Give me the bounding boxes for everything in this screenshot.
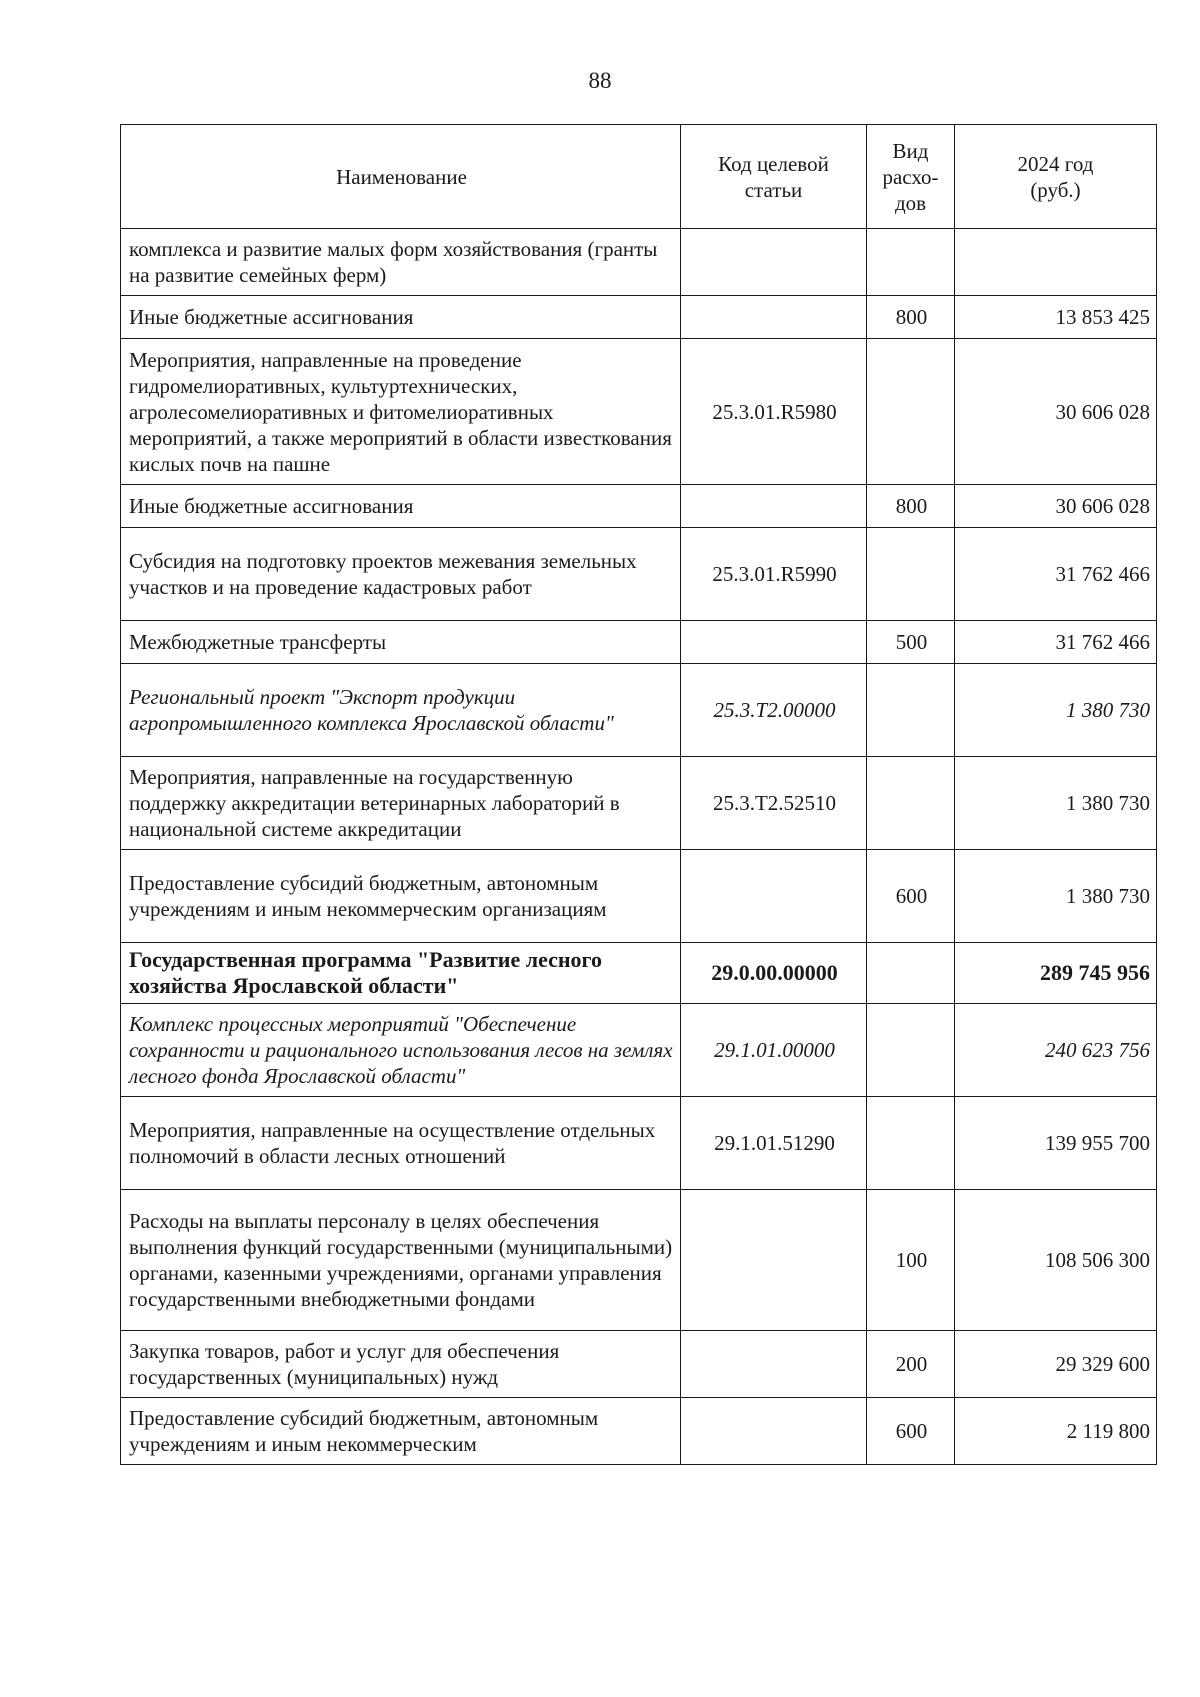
cell-name: Межбюджетные трансферты	[121, 621, 681, 664]
cell-sum: 31 762 466	[955, 621, 1157, 664]
cell-code: 29.1.01.51290	[681, 1097, 867, 1190]
cell-code	[681, 621, 867, 664]
table-row	[121, 943, 1157, 1004]
cell-code: 25.3.T2.52510	[681, 757, 867, 850]
cell-name: Мероприятия, направленные на осуществление отдельных полномочий в области лесных отношений	[121, 1097, 681, 1190]
cell-code: 25.3.01.R5990	[681, 528, 867, 621]
cell-sum: 1 380 730	[955, 664, 1157, 757]
cell-name: Комплекс процессных мероприятий "Обеспечение сохранности и рационального использования лесов на землях лесного фонда Ярославской области"	[121, 1004, 681, 1097]
cell-code	[681, 1190, 867, 1331]
cell-code	[681, 1398, 867, 1465]
cell-code	[681, 485, 867, 528]
cell-sum: 240 623 756	[955, 1004, 1157, 1097]
table-row	[121, 339, 1157, 485]
header-sum: 2024 год (руб.)	[955, 125, 1157, 229]
table-body	[121, 229, 1157, 1465]
cell-name: Расходы на выплаты персоналу в целях обеспечения выполнения функций государственными (муниципальными) органами, казенными учреждениями, органами управления государственными внебюджетными фондами	[121, 1190, 681, 1331]
table-row	[121, 528, 1157, 621]
cell-sum: 139 955 700	[955, 1097, 1157, 1190]
cell-code	[681, 296, 867, 339]
cell-sum: 108 506 300	[955, 1190, 1157, 1331]
cell-sum: 1 380 730	[955, 850, 1157, 943]
cell-code	[681, 850, 867, 943]
cell-vid: 600	[867, 1398, 955, 1465]
cell-sum: 13 853 425	[955, 296, 1157, 339]
cell-sum: 29 329 600	[955, 1331, 1157, 1398]
cell-name: Закупка товаров, работ и услуг для обеспечения государственных (муниципальных) нужд	[121, 1331, 681, 1398]
table-row	[121, 1097, 1157, 1190]
cell-vid: 800	[867, 485, 955, 528]
cell-name: Субсидия на подготовку проектов межевания земельных участков и на проведение кадастровых работ	[121, 528, 681, 621]
page-number: 88	[588, 68, 612, 93]
cell-name: Государственная программа "Развитие лесного хозяйства Ярославской области"	[121, 943, 681, 1004]
cell-name: Иные бюджетные ассигнования	[121, 485, 681, 528]
cell-vid	[867, 757, 955, 850]
table-row	[121, 621, 1157, 664]
cell-sum: 31 762 466	[955, 528, 1157, 621]
cell-sum: 289 745 956	[955, 943, 1157, 1004]
cell-code: 25.3.01.R5980	[681, 339, 867, 485]
table-row	[121, 757, 1157, 850]
cell-name: Предоставление субсидий бюджетным, автономным учреждениям и иным некоммерческим организациям	[121, 850, 681, 943]
cell-name: Мероприятия, направленные на государственную поддержку аккредитации ветеринарных лабораторий в национальной системе аккредитации	[121, 757, 681, 850]
cell-sum: 30 606 028	[955, 485, 1157, 528]
cell-vid: 100	[867, 1190, 955, 1331]
cell-vid	[867, 943, 955, 1004]
table-row	[121, 485, 1157, 528]
cell-vid: 600	[867, 850, 955, 943]
cell-vid: 200	[867, 1331, 955, 1398]
cell-code: 29.0.00.00000	[681, 943, 867, 1004]
cell-vid	[867, 1097, 955, 1190]
header-vid: Вид расхо-дов	[867, 125, 955, 229]
cell-name: Иные бюджетные ассигнования	[121, 296, 681, 339]
cell-code	[681, 229, 867, 296]
table-header-row	[121, 125, 1157, 229]
cell-vid	[867, 339, 955, 485]
table-row	[121, 1398, 1157, 1465]
header-code: Код целевой статьи	[681, 125, 867, 229]
cell-code: 25.3.T2.00000	[681, 664, 867, 757]
budget-table	[120, 124, 1157, 1465]
cell-vid	[867, 229, 955, 296]
table-row	[121, 1331, 1157, 1398]
cell-vid: 800	[867, 296, 955, 339]
cell-vid	[867, 528, 955, 621]
table-row	[121, 229, 1157, 296]
cell-name: Предоставление субсидий бюджетным, автономным учреждениям и иным некоммерческим	[121, 1398, 681, 1465]
header-name: Наименование	[121, 125, 681, 229]
cell-vid	[867, 1004, 955, 1097]
cell-sum: 30 606 028	[955, 339, 1157, 485]
cell-sum: 2 119 800	[955, 1398, 1157, 1465]
cell-name: комплекса и развитие малых форм хозяйствования (гранты на развитие семейных ферм)	[121, 229, 681, 296]
cell-vid: 500	[867, 621, 955, 664]
cell-code: 29.1.01.00000	[681, 1004, 867, 1097]
table-row	[121, 1004, 1157, 1097]
cell-name: Мероприятия, направленные на проведение гидромелиоративных, культуртехнических, агролесомелиоративных и фитомелиоративных мероприятий, а также мероприятий в области известкования кислых почв на пашне	[121, 339, 681, 485]
cell-sum: 1 380 730	[955, 757, 1157, 850]
cell-name: Региональный проект "Экспорт продукции агропромышленного комплекса Ярославской области"	[121, 664, 681, 757]
table-row	[121, 1190, 1157, 1331]
table-row	[121, 296, 1157, 339]
table-row	[121, 850, 1157, 943]
cell-vid	[867, 664, 955, 757]
table-row	[121, 664, 1157, 757]
cell-sum	[955, 229, 1157, 296]
cell-code	[681, 1331, 867, 1398]
